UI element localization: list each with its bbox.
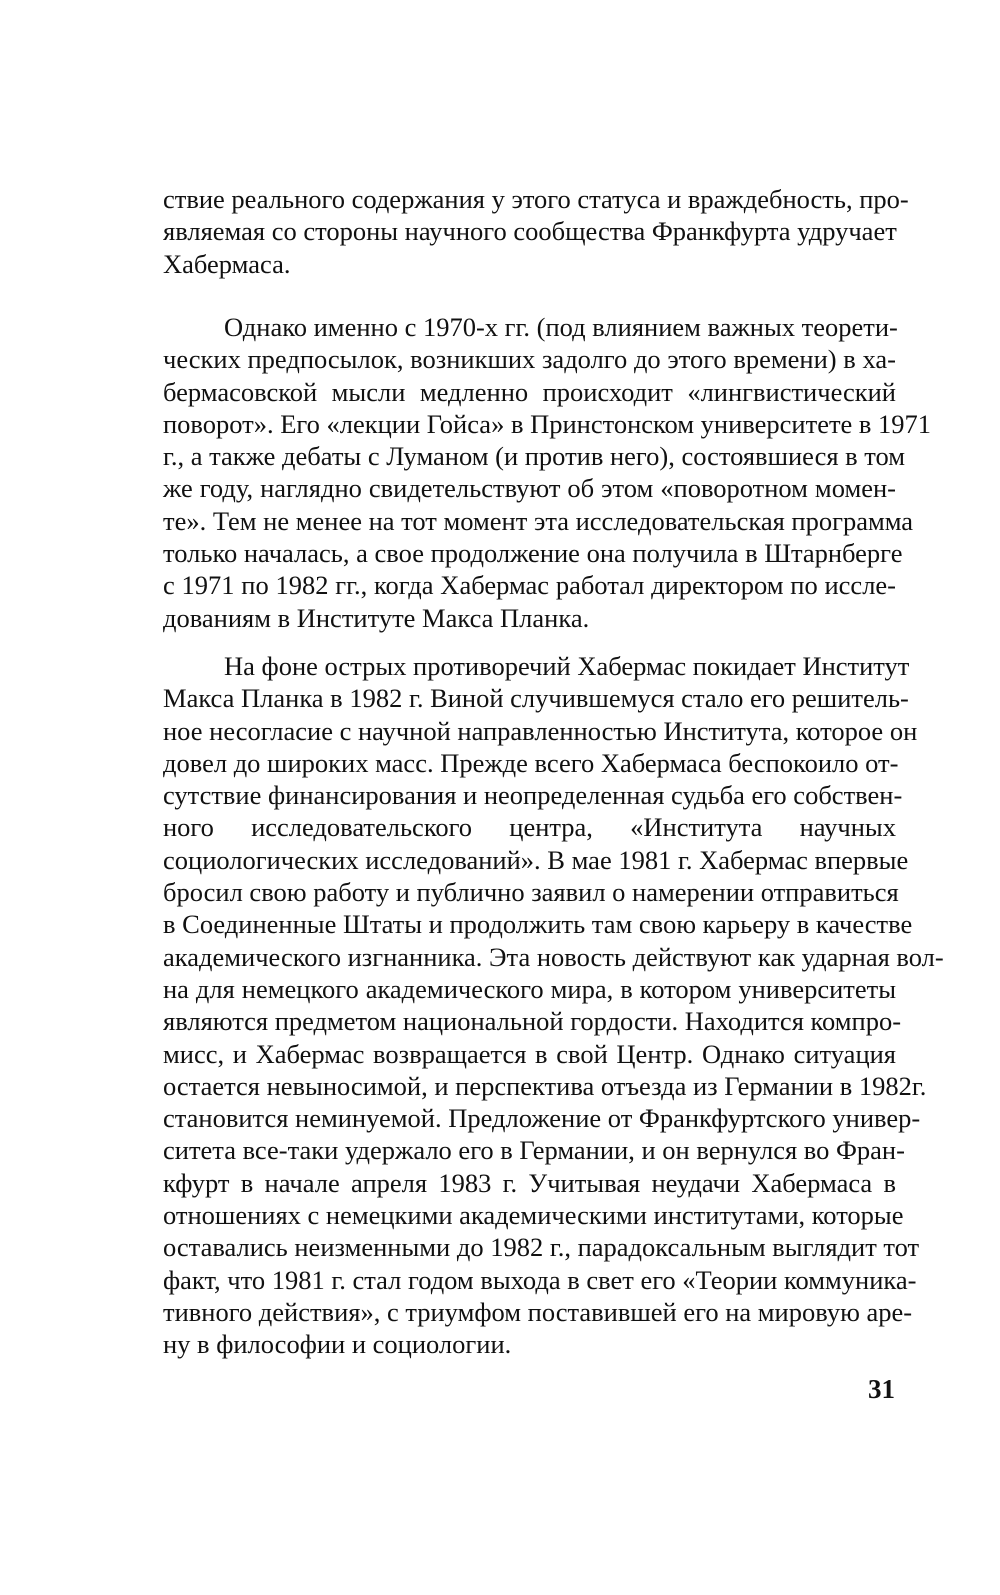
paragraph-2	[163, 311, 932, 634]
text-line: мисс, и Хабермас возвращается в свой Центр. Однако ситуация	[163, 1038, 896, 1069]
text-line: факт, что 1981 г. стал годом выхода в свет его «Теории коммуника-	[163, 1264, 917, 1295]
text-line: являемая со стороны научного сообщества Франкфурта удручает	[163, 216, 897, 247]
text-line: социологических исследований». В мае 1981 г. Хабермас впервые	[163, 844, 909, 875]
text-line: бермасовской мысли медленно происходит «лингвистический	[163, 376, 896, 407]
text-line: же году, наглядно свидетельствуют об этом «поворотном момен-	[163, 473, 896, 504]
text-line: отношениях с немецкими академическими институтами, которые	[163, 1200, 904, 1231]
text-line: только началась, а свое продолжение она получила в Штарнберге	[163, 538, 903, 569]
text-line: дованиям в Институте Макса Планка.	[163, 602, 590, 633]
text-line: становится неминуемой. Предложение от Франкфуртского универ-	[163, 1103, 921, 1134]
text-line: ное несогласие с научной направленностью Института, которое он	[163, 715, 918, 746]
text-line: сутствие финансирования и неопределенная судьба его собствен-	[163, 780, 903, 811]
text-line: ситета все-таки удержало его в Германии, и он вернулся во Фран-	[163, 1135, 905, 1166]
text-line: кфурт в начале апреля 1983 г. Учитывая неудачи Хабермаса в	[163, 1167, 896, 1198]
text-line: в Соединенные Штаты и продолжить там свою карьеру в качестве	[163, 909, 913, 940]
text-line: Макса Планка в 1982 г. Виной случившемуся стало его решитель-	[163, 683, 909, 714]
text-line: оставались неизменными до 1982 г., парадоксальным выглядит тот	[163, 1232, 920, 1263]
text-line: г., а также дебаты с Луманом (и против него), состоявшиеся в том	[163, 441, 906, 472]
text-line: Хабермаса.	[163, 248, 291, 279]
text-line: являются предметом национальной гордости. Находится компро-	[163, 1006, 902, 1037]
text-line: на для немецкого академического мира, в котором университеты	[163, 973, 896, 1004]
text-line: с 1971 по 1982 гг., когда Хабермас работал директором по иссле-	[163, 570, 896, 601]
text-line: ну в философии и социологии.	[163, 1329, 512, 1360]
text-line: довел до широких масс. Прежде всего Хабермаса беспокоило от-	[163, 747, 899, 778]
text-line: остается невыносимой, и перспектива отъезда из Германии в 1982г.	[163, 1070, 927, 1101]
text-line: ного исследовательского центра, «Института научных	[163, 812, 896, 843]
paragraph-3	[163, 650, 944, 1361]
text-line: те». Тем не менее на тот момент эта исследовательская программа	[163, 505, 914, 536]
text-line: академического изгнанника. Эта новость действуют как ударная вол-	[163, 941, 944, 972]
text-line: ствие реального содержания у этого статуса и враждебность, про-	[163, 184, 909, 214]
text-line: На фоне острых противоречий Хабермас покидает Институт	[224, 651, 910, 681]
text-line: Однако именно с 1970-х гг. (под влиянием важных теорети-	[224, 312, 898, 342]
paragraph-1	[163, 183, 909, 280]
text-line: поворот». Его «лекции Гойса» в Принстонском университете в 1971	[163, 408, 932, 439]
text-line: тивного действия», с триумфом поставившей его на мировую аре-	[163, 1296, 913, 1327]
text-line: бросил свою работу и публично заявил о намерении отправиться	[163, 877, 899, 908]
text-line: ческих предпосылок, возникших задолго до этого времени) в ха-	[163, 344, 896, 375]
page-number: 31	[868, 1374, 895, 1404]
